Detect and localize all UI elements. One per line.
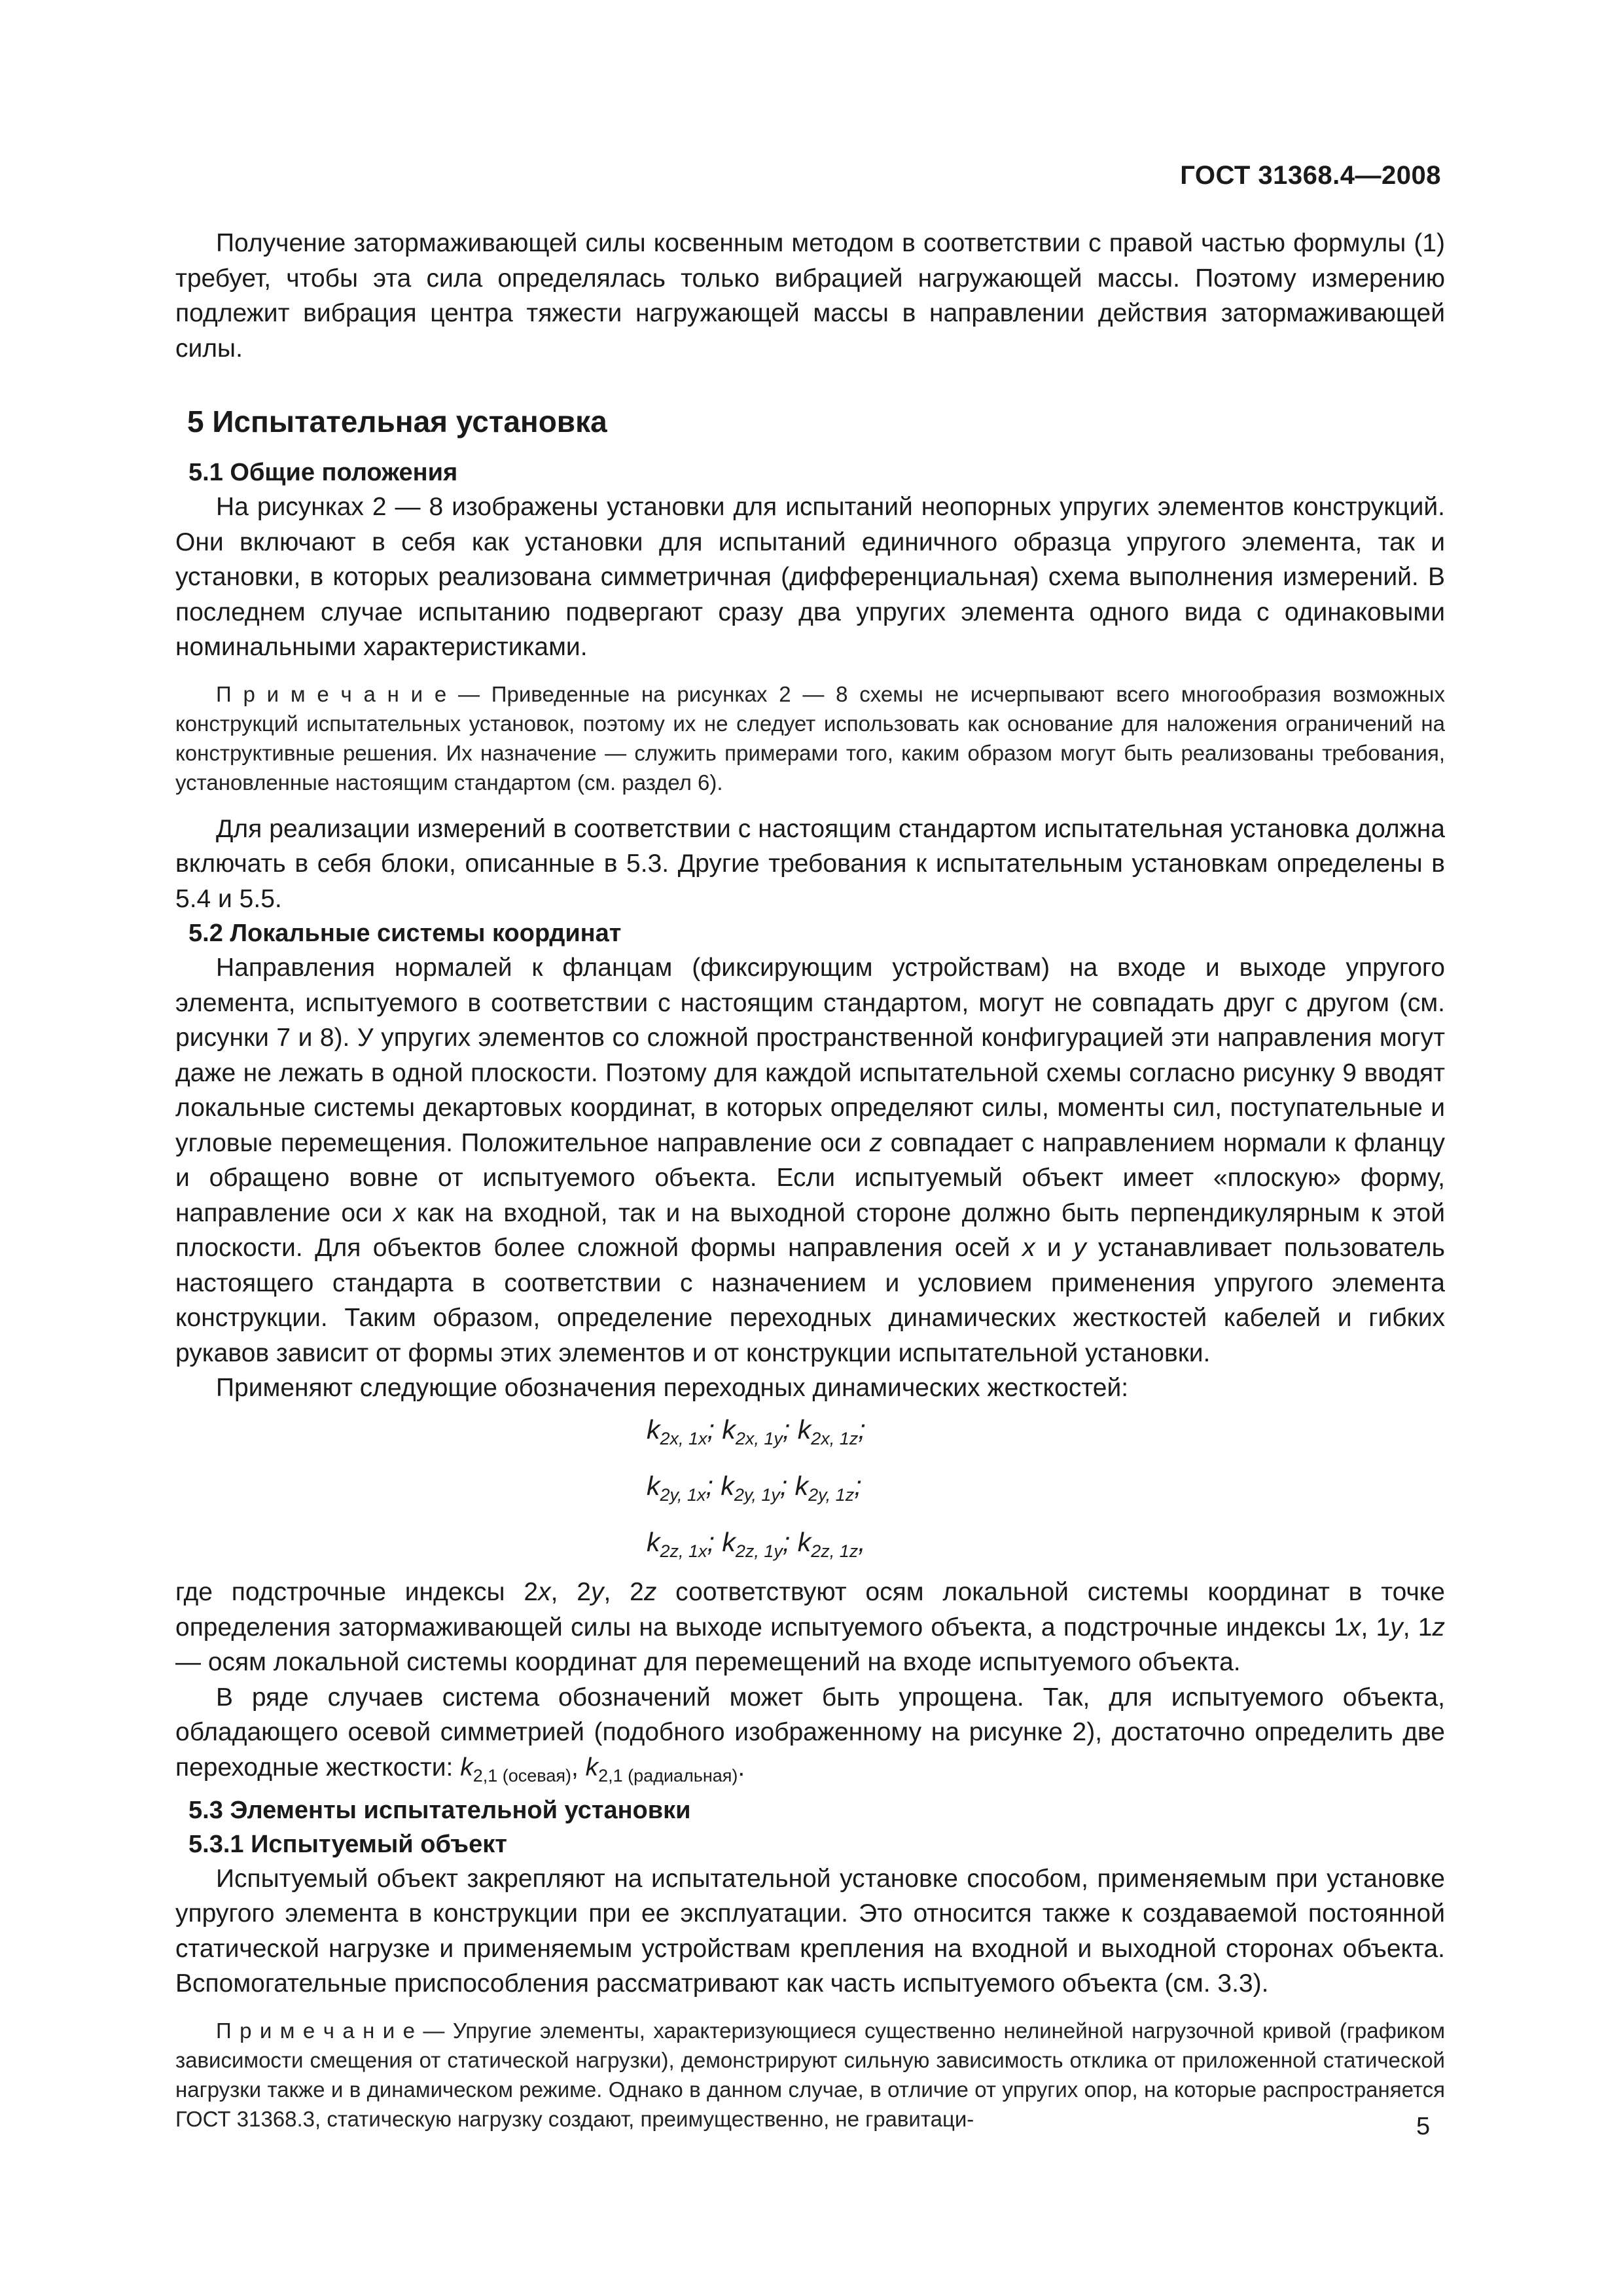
formula-row-3: $k_{2z, 1x}$; $k_{2z, 1y}$; $k_{2z, 1z}$, — [647, 1526, 866, 1562]
note-label: П р и м е ч а н и е — [216, 681, 447, 706]
section-5-2-paragraph: Направления нормалей к фланцам (фиксирующим устройствам) на входе и выходе упругого элемента, испытуемого в соответствии с настоящим стандартом, могут не совпадать друг с другом (см. рисунки 7 и 8). У упругих элементов со сложной пространственной конфигурацией эти направления могут даже не лежать в одной плоскости. Поэтому для каждой испытательной схемы согласно рисунку 9 вводят локальные системы декартовых координат, в которых определяют силы, моменты сил, поступательные и угловые перемещения. Положительное направление оси z совпадает с направлением нормали к фланцу и обращено вовне от испытуемого объекта. Если испытуемый объект имеет «плоскую» форму, направление оси x как на входной, так и на выходной стороне должно быть перпендикулярным к этой плоскости. Для объектов более сложной формы направления осей x и y устанавливает пользователь настоящего стандарта в соответствии с назначением и условием применения упругого элемента конструкции. Таким образом, определение переходных динамических жесткостей кабелей и гибких рукавов зависит от формы этих элементов и от конструкции испытательной установки. — [175, 954, 1446, 1367]
note-text: — Упругие элементы, характеризующиеся существенно нелинейной нагрузочной кривой (графиком зависимости смещения от статической нагрузки), демонстрируют сильную зависимость отклика от приложенной статической нагрузки также и в динамическом режиме. Однако в данном случае, в отличие от упругих опор, на которые распространяется ГОСТ 31368.3, статическую нагрузку создают, преимущественно, не гравитаци- — [175, 2018, 1446, 2131]
section-5-2-title: 5.2 Локальные системы координат — [188, 920, 622, 947]
section-5-2-paragraph-4: В ряде случаев система обозначений может быть упрощена. Так, для испытуемого объекта, обладающего осевой симметрией (подобного изображенному на рисунке 2), достаточно определить две переходные жесткости: $k_{2,1 (осевая)}$, $k_{2,1 (радиальная)}$. — [175, 1683, 1445, 1785]
section-5-1-title: 5.1 Общие положения — [188, 459, 458, 486]
standard-header: ГОСТ 31368.4—2008 — [1180, 161, 1441, 190]
section-5-1-paragraph-2: Для реализации измерений в соответствии с настоящим стандартом испытательная установка должна включать в себя блоки, описанные в 5.3. Другие требования к испытательным установкам определены в 5.4 и 5.5. — [175, 814, 1445, 913]
section-5-title: 5 Испытательная установка — [187, 404, 607, 439]
note-text: — Приведенные на рисунках 2 — 8 схемы не исчерпывают всего многообразия возможных конструкций испытательных установок, поэтому их не следует использовать как основание для наложения ограничений на конструктивные решения. Их назначение — служить примерами того, каким образом могут быть реализованы требования, установленные настоящим стандартом (см. раздел 6). — [175, 681, 1445, 795]
page-content — [175, 226, 1445, 2134]
note-label: П р и м е ч а н и е — [216, 2018, 415, 2043]
note-5-1 — [175, 679, 1445, 797]
section-5-1-paragraph: На рисунках 2 — 8 изображены установки для испытаний неопорных упругих элементов конструкций. Они включают в себя как установки для испытаний единичного образца упругого элемента, так и установки, в которых реализована симметричная (дифференциальная) схема выполнения измерений. В последнем случае испытанию подвергают сразу два упругих элемента одного вида с одинаковыми номинальными характеристиками. — [175, 493, 1445, 661]
section-5-3-title: 5.3 Элементы испытательной установки — [188, 1796, 691, 1824]
formula-row-1: $k_{2x, 1x}$; $k_{2x, 1y}$; $k_{2x, 1z}$; — [647, 1414, 866, 1448]
section-5-2-paragraph-3: где подстрочные индексы 2x, 2y, 2z соответствуют осям локальной системы координат в точке определения затормаживающей силы на выходе испытуемого объекта, а подстрочные индексы 1x, 1y, 1z — осям локальной системы координат для перемещений на входе испытуемого объекта. — [175, 1578, 1445, 1677]
page-number: 5 — [1416, 2113, 1431, 2140]
note-5-3-1 — [175, 2016, 1445, 2134]
intro-paragraph: Получение затормаживающей силы косвенным методом в соответствии с правой частью формулы (1) требует, чтобы эта сила определялась только вибрацией нагружающей массы. Поэтому измерению подлежит вибрация центра тяжести нагружающей массы в направлении действия затормаживающей силы. — [175, 229, 1445, 363]
section-5-3-1-title: 5.3.1 Испытуемый объект — [188, 1830, 507, 1858]
stiffness-notation-formula — [175, 1406, 1445, 1575]
formula-row-2: $k_{2y, 1x}$; $k_{2y, 1y}$; $k_{2y, 1z}$; — [647, 1470, 862, 1505]
section-5-3-1-paragraph: Испытуемый объект закрепляют на испытательной установке способом, применяемым при установке упругого элемента в конструкции при ее эксплуатации. Это относится также к создаваемой постоянной статической нагрузке и применяемым устройствам крепления на входной и выходной сторонах объекта. Вспомогательные приспособления рассматривают как часть испытуемого объекта (см. 3.3). — [175, 1864, 1445, 1998]
section-5-2-paragraph-2: Применяют следующие обозначения переходных динамических жесткостей: — [216, 1374, 1129, 1402]
